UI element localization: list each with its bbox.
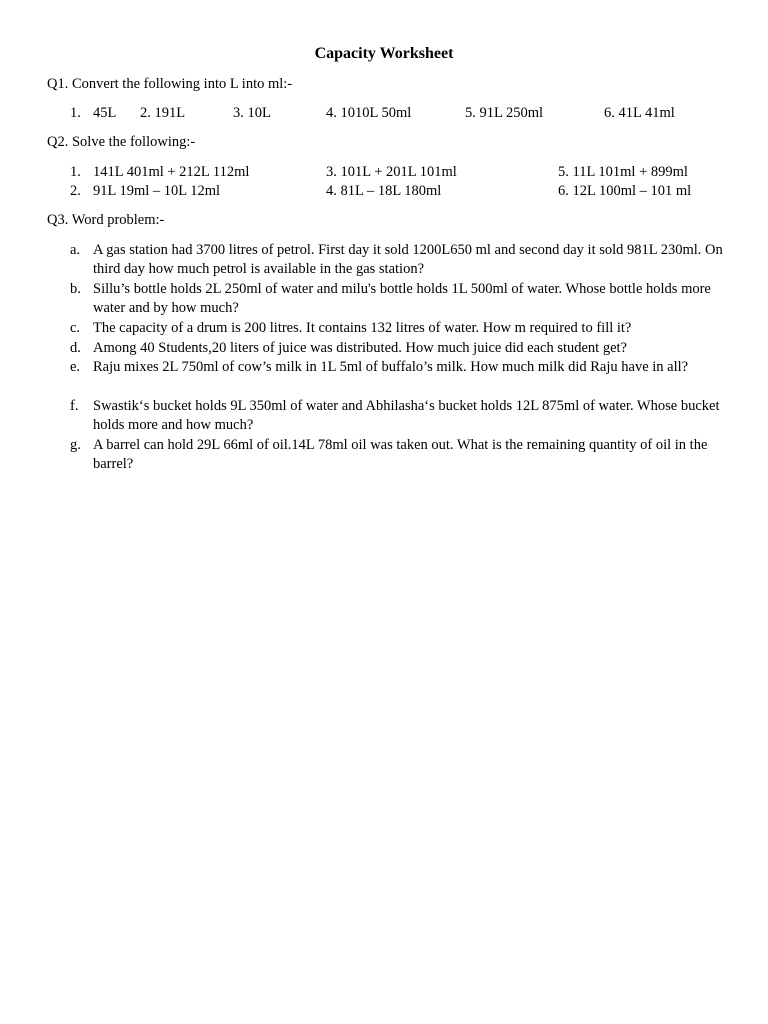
q3-heading: Q3. Word problem:- — [47, 212, 165, 228]
word-problem-text: The capacity of a drum is 200 litres. It contains 132 litres of water. How m required to fill it? — [93, 320, 632, 336]
q2-item-number: 1. — [70, 164, 81, 180]
q2-item: 91L 19ml – 10L 12ml — [93, 183, 221, 199]
q1-item: 3. 10L — [233, 105, 271, 121]
problem-label: d. — [70, 340, 81, 356]
problem-label: f. — [70, 398, 79, 414]
q1-item-number: 1. — [70, 105, 81, 121]
problem-label: e. — [70, 359, 81, 375]
q2-item: 141L 401ml + 212L 112ml — [93, 164, 250, 180]
q2-heading: Q2. Solve the following:- — [47, 134, 196, 150]
q1-item: 6. 41L 41ml — [604, 105, 675, 121]
worksheet-title: Capacity Worksheet — [314, 45, 454, 62]
q2-item: 5. 11L 101ml + 899ml — [558, 164, 688, 180]
word-problem-text: A barrel can hold 29L 66ml of oil.14L 78ml oil was taken out. What is the remaining quantity of oil in the barrel? — [93, 437, 708, 472]
q1-heading: Q1. Convert the following into L into ml:- — [47, 76, 293, 92]
q2-item-number: 2. — [70, 183, 81, 199]
q2-item: 4. 81L – 18L 180ml — [326, 183, 442, 199]
problem-label: b. — [70, 281, 81, 297]
q1-item: 45L — [93, 105, 117, 121]
word-problem-text: A gas station had 3700 litres of petrol. First day it sold 1200L650 ml and second day it sold 981L 230ml. On third day how much petrol is available in the gas station? — [93, 242, 723, 277]
q1-item: 4. 1010L 50ml — [326, 105, 412, 121]
word-problem-text: Among 40 Students,20 liters of juice was distributed. How much juice did each student get? — [93, 340, 627, 356]
q1-item: 5. 91L 250ml — [465, 105, 544, 121]
problem-label: c. — [70, 320, 81, 336]
q2-item: 6. 12L 100ml – 101 ml — [558, 183, 692, 199]
problem-label: g. — [70, 437, 81, 453]
q1-item: 2. 191L — [140, 105, 186, 121]
word-problem-text: Sillu’s bottle holds 2L 250ml of water and milu's bottle holds 1L 500ml of water. Whose bottle holds more water and by how much? — [93, 281, 711, 316]
word-problem-text: Swastik‘s bucket holds 9L 350ml of water and Abhilasha‘s bucket holds 12L 875ml of water. Whose bucket holds more and how much? — [93, 398, 720, 433]
q2-item: 3. 101L + 201L 101ml — [326, 164, 457, 180]
problem-label: a. — [70, 242, 81, 258]
word-problem-text: Raju mixes 2L 750ml of cow’s milk in 1L 5ml of buffalo’s milk. How much milk did Raju have in all? — [93, 359, 689, 375]
